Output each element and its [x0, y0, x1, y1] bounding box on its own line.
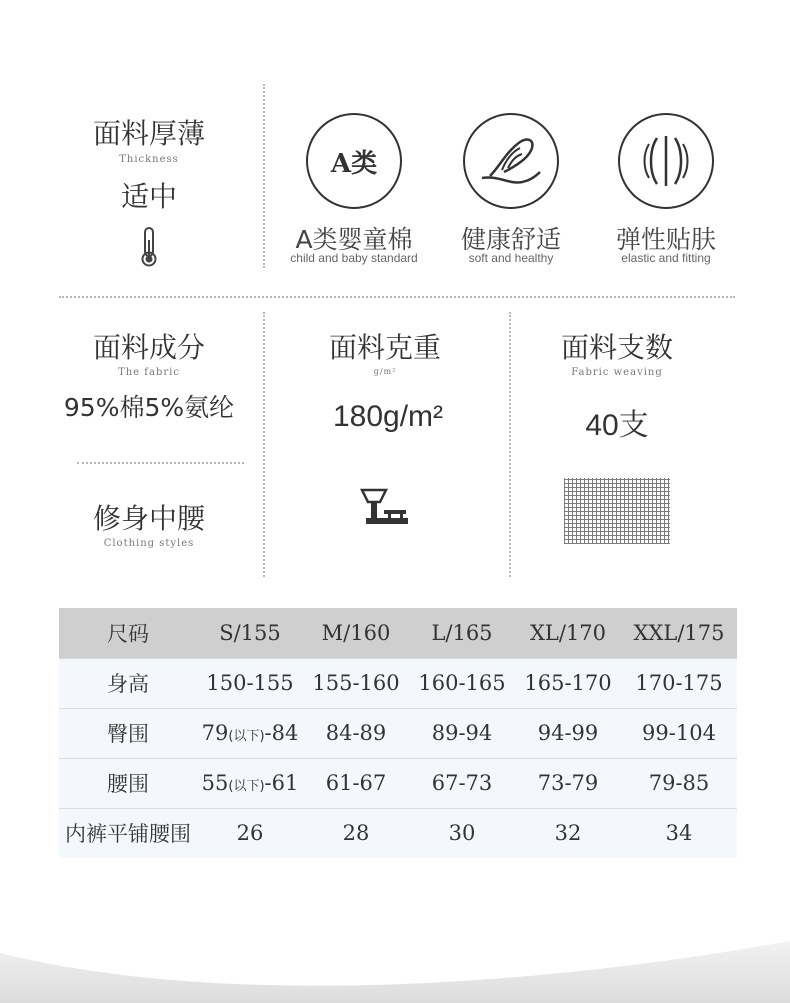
table-row	[59, 708, 737, 758]
thermometer-icon	[138, 226, 160, 268]
weight-title: 面料克重	[328, 331, 442, 364]
table-cell: 79-85	[621, 758, 737, 808]
table-cell-value: 79	[201, 721, 229, 745]
table-cell: 165-170	[515, 658, 621, 708]
feature-sub-elastic: elastic and fitting	[621, 251, 711, 265]
table-cell: 28	[303, 808, 409, 858]
table-cell-tail: -84	[264, 721, 299, 745]
thickness-subtitle: Thickness	[119, 154, 179, 165]
table-header-cell: XXL/175	[621, 608, 737, 658]
table-row	[59, 808, 737, 858]
weight-subtitle: g/m²	[373, 367, 397, 376]
table-row-label: 内裤平铺腰围	[59, 808, 197, 858]
table-row	[59, 758, 737, 808]
count-subtitle: Fabric weaving	[571, 367, 663, 378]
size-table	[59, 608, 737, 858]
table-cell: 30	[409, 808, 515, 858]
count-title: 面料支数	[560, 331, 674, 364]
feature-title-a-class: A类婴童棉	[295, 225, 413, 254]
table-cell-tail: -61	[264, 771, 299, 795]
composition-subtitle: The fabric	[118, 367, 180, 378]
a-class-icon	[306, 113, 402, 209]
count-value: 40支	[585, 409, 649, 442]
divider-vertical-left	[263, 312, 265, 577]
scale-icon	[360, 478, 410, 528]
table-cell: 61-67	[303, 758, 409, 808]
composition-title: 面料成分	[92, 331, 206, 364]
table-cell: 99-104	[621, 708, 737, 758]
thickness-title: 面料厚薄	[92, 117, 206, 150]
table-header-cell: L/165	[409, 608, 515, 658]
divider-vertical-top	[263, 84, 265, 268]
table-header-cell: S/155	[197, 608, 303, 658]
table-header-row	[59, 608, 737, 658]
table-row-label: 臀围	[59, 708, 197, 758]
table-cell	[197, 758, 303, 808]
table-header-cell: M/160	[303, 608, 409, 658]
a-class-icon-text: A类	[330, 148, 378, 179]
table-cell: 94-99	[515, 708, 621, 758]
fabric-grid-icon	[564, 478, 670, 544]
feature-sub-a-class: child and baby standard	[290, 251, 418, 265]
table-cell: 170-175	[621, 658, 737, 708]
table-cell-note: (以下)	[228, 779, 265, 794]
table-cell: 26	[197, 808, 303, 858]
table-cell: 73-79	[515, 758, 621, 808]
elastic-lines-icon	[618, 113, 714, 209]
table-cell: 89-94	[409, 708, 515, 758]
table-header-cell: XL/170	[515, 608, 621, 658]
table-cell-value: 55	[201, 771, 229, 795]
table-cell: 32	[515, 808, 621, 858]
divider-horizontal-left	[77, 462, 244, 464]
bottom-wave-decoration	[0, 933, 790, 1003]
feature-title-elastic: 弹性贴肤	[615, 225, 717, 254]
style-title: 修身中腰	[92, 502, 206, 535]
style-subtitle: Clothing styles	[103, 538, 195, 549]
thickness-value: 适中	[120, 180, 178, 213]
weight-value: 180g/m²	[332, 400, 444, 433]
composition-value: 95%棉5%氨纶	[63, 393, 235, 422]
table-row	[59, 658, 737, 708]
table-cell: 34	[621, 808, 737, 858]
feature-title-healthy: 健康舒适	[460, 225, 562, 254]
table-cell: 84-89	[303, 708, 409, 758]
divider-horizontal-middle	[59, 296, 735, 298]
table-cell: 155-160	[303, 658, 409, 708]
table-row-label: 身高	[59, 658, 197, 708]
hand-leaf-icon	[463, 113, 559, 209]
divider-vertical-right	[509, 312, 511, 577]
table-cell: 67-73	[409, 758, 515, 808]
table-cell	[197, 708, 303, 758]
table-cell: 160-165	[409, 658, 515, 708]
table-cell-note: (以下)	[228, 729, 265, 744]
feature-sub-healthy: soft and healthy	[468, 251, 554, 265]
table-cell: 150-155	[197, 658, 303, 708]
table-header-cell: 尺码	[59, 608, 197, 658]
table-row-label: 腰围	[59, 758, 197, 808]
